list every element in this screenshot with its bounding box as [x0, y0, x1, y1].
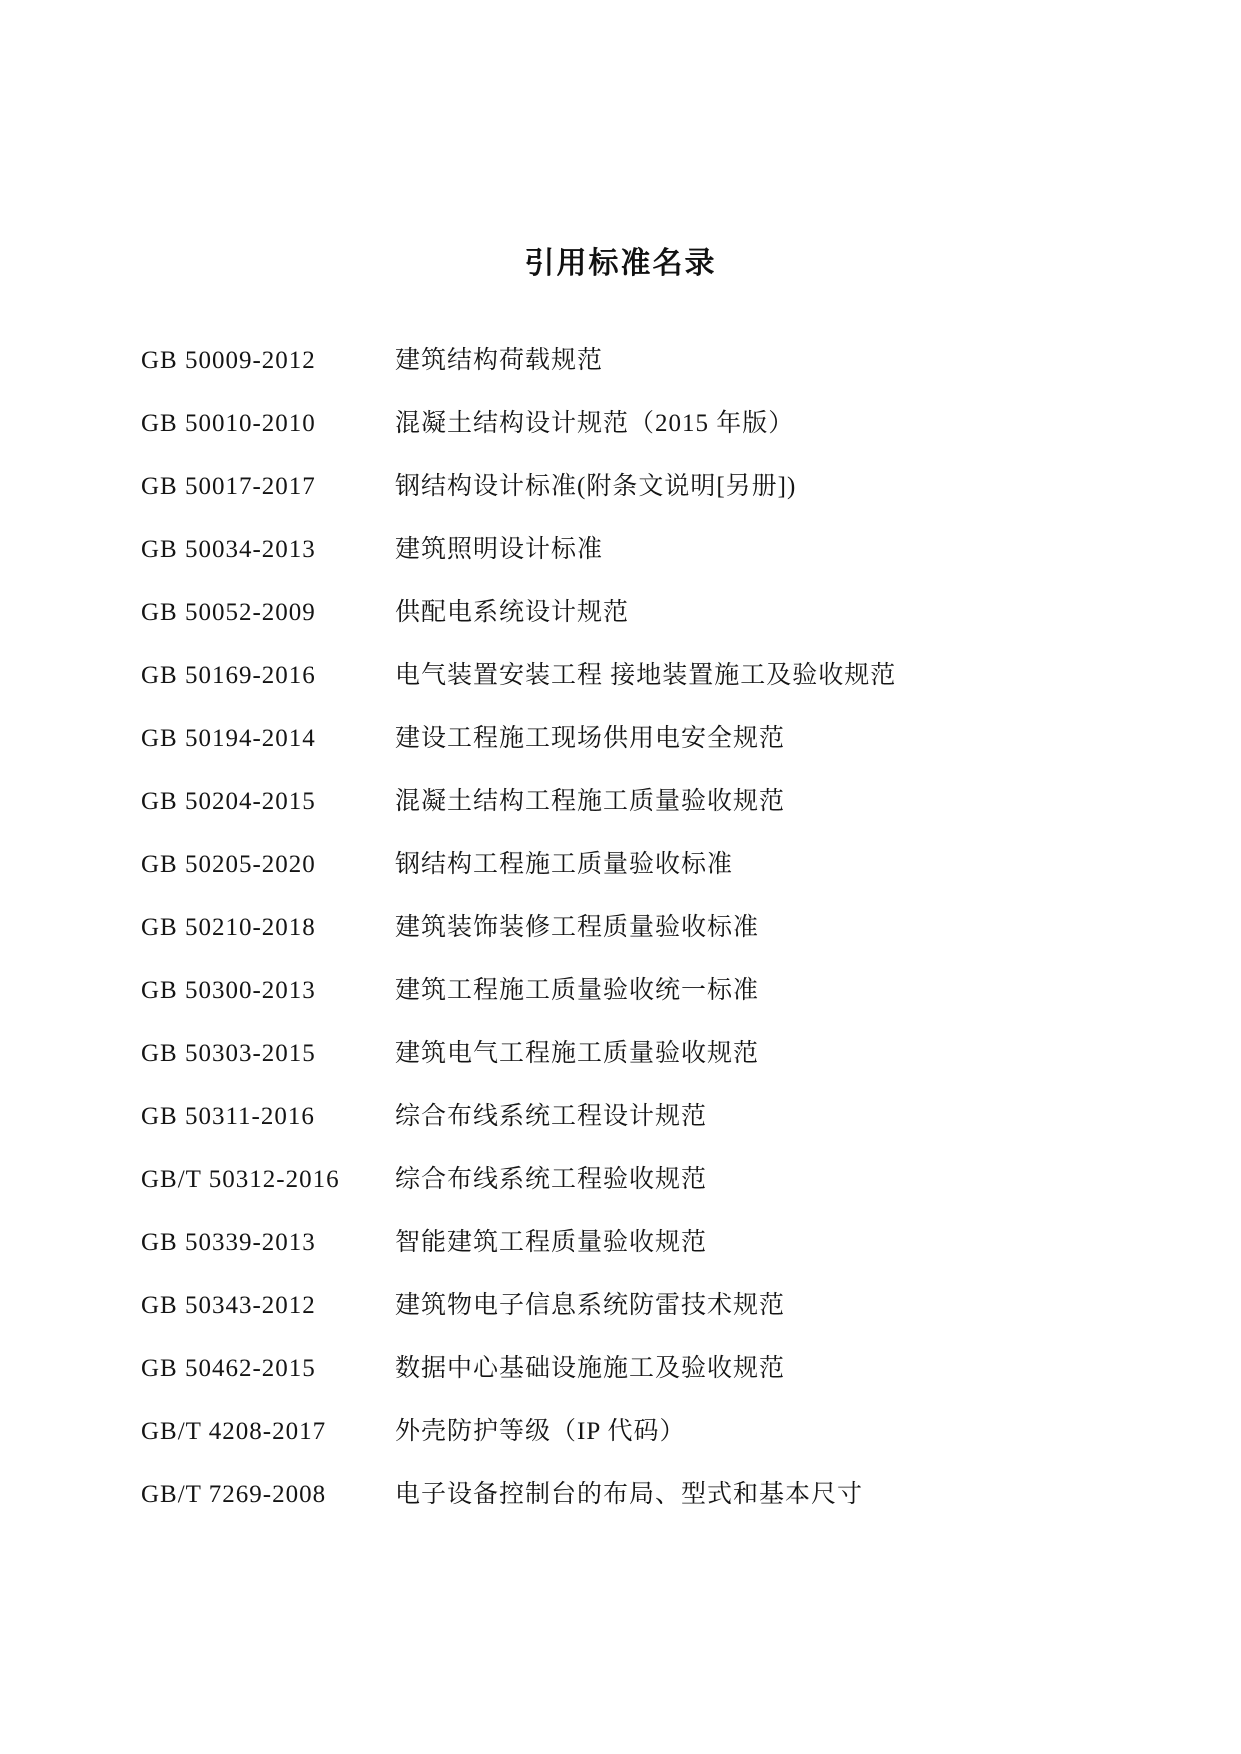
- standard-code: GB/T 4208-2017: [141, 1418, 327, 1445]
- standard-name: 建筑结构荷载规范: [395, 347, 604, 374]
- standard-row: [141, 596, 1141, 630]
- standard-name: 综合布线系统工程设计规范: [395, 1103, 708, 1130]
- standard-code: GB 50052-2009: [141, 599, 316, 626]
- standard-code: GB 50205-2020: [141, 851, 316, 878]
- standard-code: GB 50303-2015: [141, 1040, 316, 1067]
- standard-name: 数据中心基础设施施工及验收规范: [395, 1355, 786, 1382]
- standard-code: GB/T 50312-2016: [141, 1166, 340, 1193]
- standard-name: 建筑装饰装修工程质量验收标准: [395, 914, 760, 941]
- standard-code: GB 50017-2017: [141, 473, 316, 500]
- standard-code: GB 50194-2014: [141, 725, 316, 752]
- standard-code: GB 50210-2018: [141, 914, 316, 941]
- standard-row: [141, 1289, 1141, 1323]
- standard-row: [141, 407, 1141, 441]
- standard-row: [141, 533, 1141, 567]
- standard-name: 建筑物电子信息系统防雷技术规范: [395, 1292, 786, 1319]
- standard-row: [141, 1163, 1141, 1197]
- standard-name: 供配电系统设计规范: [395, 599, 630, 626]
- standard-code: GB 50010-2010: [141, 410, 316, 437]
- standard-row: [141, 1100, 1141, 1134]
- standard-row: [141, 470, 1141, 504]
- standard-name: 钢结构设计标准(附条文说明[另册]): [395, 473, 797, 500]
- standard-code: GB 50300-2013: [141, 977, 316, 1004]
- standard-code: GB 50169-2016: [141, 662, 316, 689]
- standard-code: GB 50462-2015: [141, 1355, 316, 1382]
- standard-row: [141, 1037, 1141, 1071]
- standard-code: GB 50204-2015: [141, 788, 316, 815]
- standard-code: GB 50311-2016: [141, 1103, 315, 1130]
- standard-name: 建筑电气工程施工质量验收规范: [395, 1040, 760, 1067]
- standard-code: GB 50034-2013: [141, 536, 316, 563]
- standard-row: [141, 785, 1141, 819]
- standard-code: GB 50343-2012: [141, 1292, 316, 1319]
- page-title: 引用标准名录: [524, 247, 717, 280]
- standard-name: 混凝土结构工程施工质量验收规范: [395, 788, 786, 815]
- standard-code: GB/T 7269-2008: [141, 1481, 327, 1508]
- standard-name: 混凝土结构设计规范（2015 年版）: [395, 410, 795, 437]
- standard-row: [141, 344, 1141, 378]
- standard-row: [141, 1226, 1141, 1260]
- standard-row: [141, 1415, 1141, 1449]
- standard-row: [141, 1352, 1141, 1386]
- standard-name: 钢结构工程施工质量验收标准: [395, 851, 734, 878]
- standard-row: [141, 1478, 1141, 1512]
- standard-name: 综合布线系统工程验收规范: [395, 1166, 708, 1193]
- standard-name: 智能建筑工程质量验收规范: [395, 1229, 708, 1256]
- standard-row: [141, 911, 1141, 945]
- standard-code: GB 50009-2012: [141, 347, 316, 374]
- standard-row: [141, 659, 1141, 693]
- standard-name: 外壳防护等级（IP 代码）: [395, 1418, 686, 1445]
- standard-code: GB 50339-2013: [141, 1229, 316, 1256]
- standard-row: [141, 722, 1141, 756]
- standard-row: [141, 848, 1141, 882]
- standard-name: 电气装置安装工程 接地装置施工及验收规范: [395, 662, 897, 689]
- standard-name: 建筑工程施工质量验收统一标准: [395, 977, 760, 1004]
- standard-name: 建设工程施工现场供用电安全规范: [395, 725, 786, 752]
- standards-list: [0, 344, 1241, 1512]
- standard-name: 电子设备控制台的布局、型式和基本尺寸: [395, 1481, 864, 1508]
- standard-row: [141, 974, 1141, 1008]
- standard-name: 建筑照明设计标准: [395, 536, 604, 563]
